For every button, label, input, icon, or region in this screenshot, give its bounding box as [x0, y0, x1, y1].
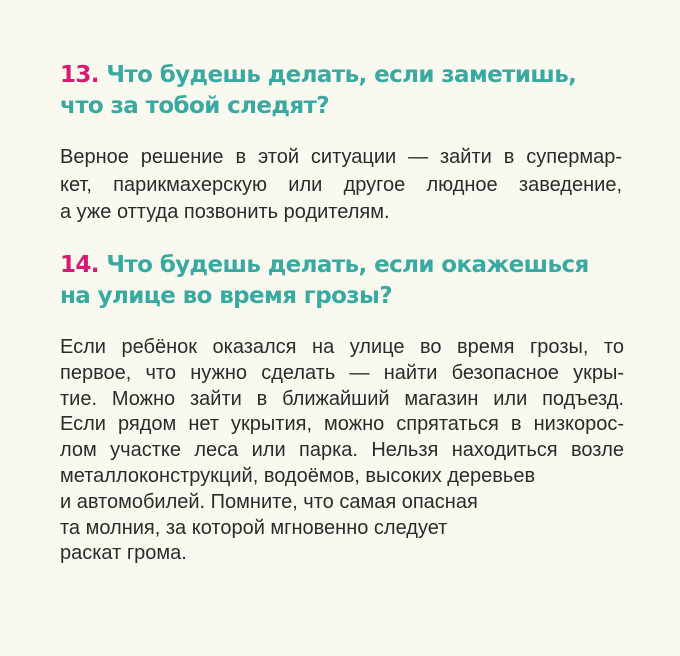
- question-13-number: 13.: [60, 62, 99, 88]
- answer-line: Верное решение в этой ситуации — зайти в супермар-: [60, 146, 622, 168]
- question-13-heading-line-1: [60, 60, 576, 91]
- question-14-heading-text-1: Что будешь делать, если окажешься: [106, 252, 589, 278]
- question-14-heading-line-1: [60, 250, 589, 281]
- question-14-heading-line-2: на улице во время грозы?: [60, 283, 392, 309]
- question-14-heading: [60, 250, 589, 312]
- answer-line: лом участке леса или парка. Нельзя находиться возле: [60, 439, 624, 462]
- question-14-number: 14.: [60, 252, 99, 278]
- answer-line: металлоконструкций, водоёмов, высоких деревьев: [60, 464, 536, 487]
- answer-line: Если ребёнок оказался на улице во время грозы, то: [60, 336, 624, 358]
- answer-line: и автомобилей. Помните, что самая опасная: [60, 490, 478, 513]
- answer-line: тие. Можно зайти в ближайший магазин или подъезд.: [60, 387, 624, 410]
- question-14-answer: [60, 335, 624, 567]
- answer-line: та молния, за которой мгновенно следует: [60, 516, 448, 539]
- question-13-heading-text-1: Что будешь делать, если заметишь,: [106, 62, 577, 88]
- answer-line: Если рядом нет укрытия, можно спрятаться в низкорос-: [60, 413, 624, 436]
- question-13-heading-line-2: что за тобой следят?: [60, 93, 330, 119]
- answer-line: раскат грома.: [60, 542, 187, 565]
- answer-line: первое, что нужно сделать — найти безопасное укры-: [60, 361, 624, 384]
- answer-line: кет, парикмахерскую или другое людное заведение,: [60, 173, 622, 196]
- question-13-heading: [60, 60, 576, 122]
- question-13-answer: [60, 144, 622, 227]
- answer-line: а уже оттуда позвонить родителям.: [60, 201, 390, 223]
